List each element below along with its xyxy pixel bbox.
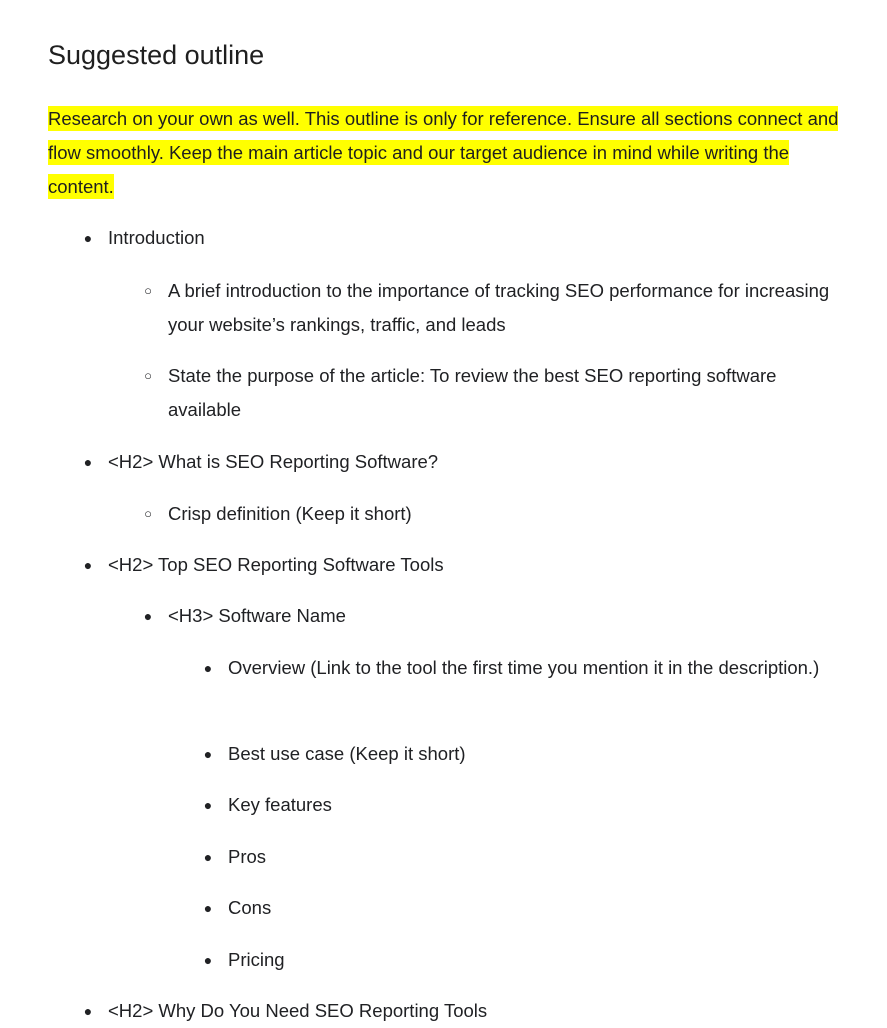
bullet-hollow-icon: ○ [144, 368, 152, 383]
outline-item-text: Crisp definition (Keep it short) [168, 503, 412, 524]
bullet-filled-icon: ● [203, 900, 213, 916]
bullet-filled-icon: ● [203, 849, 213, 865]
outline-item-level-2 [143, 599, 848, 633]
bullet-filled-icon: ● [83, 557, 93, 573]
outline-item-text: Key features [228, 794, 332, 815]
bullet-filled-icon: ● [203, 746, 213, 762]
outline-item-text: State the purpose of the article: To review the best SEO reporting software available [168, 365, 777, 420]
outline-item-text: Introduction [108, 227, 205, 248]
outline-item-level-2 [144, 497, 848, 531]
outline-item-level-1 [83, 994, 838, 1028]
outline-item-text: Best use case (Keep it short) [228, 743, 466, 764]
outline-item-level-3 [203, 737, 848, 771]
outline-item-text: Pros [228, 846, 267, 867]
outline-item-level-1 [83, 548, 838, 582]
outline-item-text: Cons [228, 897, 272, 918]
bullet-filled-icon: ● [203, 660, 213, 676]
outline-item-text: A brief introduction to the importance of tracking SEO performance for increasing your website’s rankings, traffic, and leads [168, 280, 830, 335]
highlighted-note [48, 102, 848, 204]
outline-item-level-3 [203, 788, 848, 822]
outline-item-level-1 [83, 221, 838, 255]
bullet-filled-icon: ● [143, 608, 153, 624]
bullet-hollow-icon: ○ [144, 283, 152, 298]
outline-item-level-3 [203, 651, 848, 685]
bullet-filled-icon: ● [83, 454, 93, 470]
outline-item-text: <H2> Top SEO Reporting Software Tools [108, 554, 444, 575]
bullet-hollow-icon: ○ [144, 506, 152, 521]
outline-item-text: <H2> Why Do You Need SEO Reporting Tools [108, 1000, 488, 1021]
bullet-filled-icon: ● [203, 952, 213, 968]
outline-item-text: <H2> What is SEO Reporting Software? [108, 451, 439, 472]
bullet-filled-icon: ● [83, 1003, 93, 1019]
outline-item-level-3 [203, 891, 848, 925]
outline-item-level-3 [203, 943, 848, 977]
note-text: Research on your own as well. This outline is only for reference. Ensure all sections connect and flow smoothly. Keep the main article topic and our target audience in mind while writing the content. [48, 108, 839, 197]
outline-item-level-2 [144, 359, 848, 427]
outline-item-level-2 [144, 274, 848, 342]
outline-item-text: <H3> Software Name [168, 605, 346, 626]
bullet-filled-icon: ● [203, 797, 213, 813]
outline-item-level-3 [203, 840, 848, 874]
outline-item-text: Overview (Link to the tool the first time you mention it in the description.) [228, 657, 820, 678]
page-title: Suggested outline [48, 40, 265, 70]
outline-item-level-1 [83, 445, 838, 479]
outline-item-text: Pricing [228, 949, 285, 970]
bullet-filled-icon: ● [83, 230, 93, 246]
